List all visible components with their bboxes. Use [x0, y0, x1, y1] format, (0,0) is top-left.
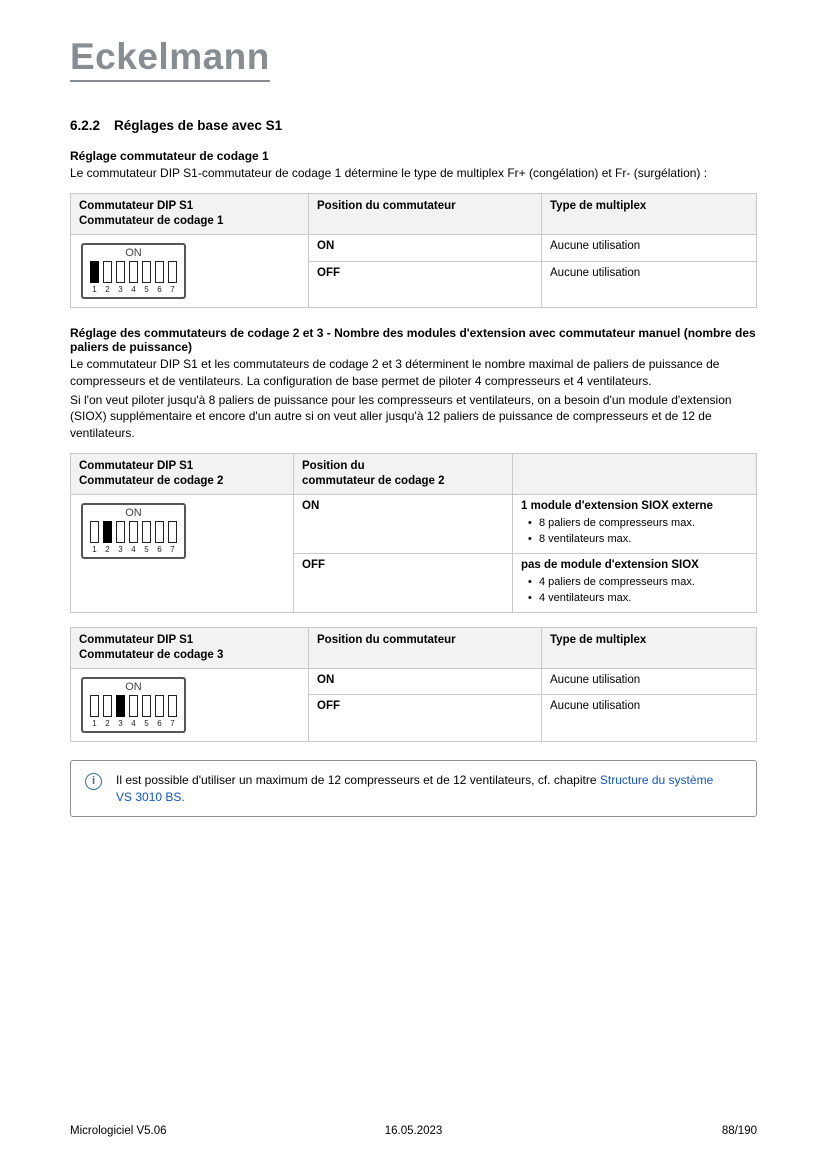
table2-value-off [513, 553, 757, 612]
dip-switch-5 [142, 695, 151, 717]
dip-numbers: 1 2 3 4 5 6 7 [92, 545, 175, 555]
table1-value-on: Aucune utilisation [542, 235, 757, 261]
table-coding-switch-2 [70, 453, 757, 613]
intro-paragraph: Le commutateur DIP S1-commutateur de codage 1 détermine le type de multiplex Fr+ (congélation) et Fr- (surgélation) : [70, 165, 708, 180]
page-footer [70, 1125, 757, 1137]
table2-position-on: ON [294, 495, 513, 554]
section2-paragraph2: Si l'on veut piloter jusqu'à 8 paliers de puissance pour les compresseurs et ventilateurs, on a besoin d'un module d'extension (SIOX) supplémentaire et encore d'un autre si on veut aller jusqu'à 12 paliers de puissance de compresseurs et de 12 de ventilateurs. [70, 392, 732, 440]
footer-firmware-version: Micrologiciel V5.06 [70, 1125, 167, 1137]
dip-switch-7 [168, 695, 177, 717]
table1-header-col2: Position du commutateur [309, 194, 542, 235]
table2-header-col1: Commutateur DIP S1 Commutateur de codage 2 [71, 454, 294, 495]
table2-value-off-bullets [521, 575, 748, 607]
table3-position-on: ON [309, 668, 542, 694]
bullet-item: • 4 paliers de compresseurs max. [521, 575, 748, 591]
dip-switch-2 [103, 521, 112, 543]
table-coding-switch-1 [70, 193, 757, 308]
table2-header-col2: Position du commutateur de codage 2 [294, 454, 513, 495]
table2-value-on-title: 1 module d'extension SIOX externe [521, 500, 713, 513]
section-heading [70, 118, 757, 133]
info-icon: i [85, 773, 102, 790]
table3-value-on: Aucune utilisation [542, 668, 757, 694]
dip-numbers: 1 2 3 4 5 6 7 [92, 718, 175, 728]
table3-position-off: OFF [309, 695, 542, 742]
table2-value-on [513, 495, 757, 554]
intro-heading: Réglage commutateur de codage 1 [70, 148, 269, 163]
table1-position-on: ON [309, 235, 542, 261]
note-text: Il est possible d'utiliser un maximum de 12 compresseurs et de 12 ventilateurs, cf. chapitre Structure du système VS 3010 BS. [116, 772, 714, 804]
dip-switch-7 [168, 521, 177, 543]
note-link-structure-vs3010bs[interactable]: Structure du système VS 3010 BS. [116, 772, 714, 804]
bullet-item: • 8 ventilateurs max. [521, 532, 748, 548]
dip-switch-1 [90, 261, 99, 283]
table3-header-col1: Commutateur DIP S1 Commutateur de codage 3 [71, 627, 309, 668]
dip-on-label: ON [125, 507, 142, 520]
dip-switch-3 [116, 695, 125, 717]
section2-heading: Réglage des commutateurs de codage 2 et 3 - Nombre des modules d'extension avec commutateur manuel (nombre des paliers de puissance) [70, 326, 756, 355]
table3-header-col2: Position du commutateur [309, 627, 542, 668]
dip-switches [90, 695, 177, 717]
section-title: Réglages de base avec S1 [114, 117, 283, 133]
dip-numbers: 1 2 3 4 5 6 7 [92, 285, 175, 295]
dip-switch-6 [155, 695, 164, 717]
dip-switch-5 [142, 521, 151, 543]
table3-row-on [71, 668, 757, 694]
dip-switch-6 [155, 521, 164, 543]
table2-value-on-bullets [521, 516, 748, 548]
dip-switch-6 [155, 261, 164, 283]
section2-paragraph1: Le commutateur DIP S1 et les commutateurs de codage 2 et 3 déterminent le nombre maximal de paliers de puissance de compresseurs et de ventilateurs. La configuration de base permet de piloter 4 compresseurs et 4 ventilateurs. [70, 357, 720, 388]
table2-row-on [71, 495, 757, 554]
table1-header-col1: Commutateur DIP S1 Commutateur de codage 1 [71, 194, 309, 235]
info-note [70, 760, 757, 818]
table2-value-off-title: pas de module d'extension SIOX [521, 558, 699, 571]
table1-value-off: Aucune utilisation [542, 261, 757, 308]
section-number: 6.2.2 [70, 117, 101, 133]
dip-switch-4 [129, 261, 138, 283]
dip-switch-3 [116, 521, 125, 543]
dip-switch-2 [103, 261, 112, 283]
table3-header-row [71, 627, 757, 668]
dip-switch-7 [168, 261, 177, 283]
dip-switch-graphic-1 [81, 243, 186, 299]
dip-switch-1 [90, 695, 99, 717]
table1-position-off: OFF [309, 261, 542, 308]
dip-switches [90, 521, 177, 543]
dip-switch-3 [116, 261, 125, 283]
dip-switches [90, 261, 177, 283]
dip-switch-4 [129, 695, 138, 717]
table2-dip-cell [71, 495, 294, 613]
dip-on-label: ON [125, 680, 142, 693]
bullet-item: • 4 ventilateurs max. [521, 591, 748, 607]
table2-header-row [71, 454, 757, 495]
dip-switch-2 [103, 695, 112, 717]
bullet-item: • 8 paliers de compresseurs max. [521, 516, 748, 532]
footer-date: 16.05.2023 [384, 1125, 443, 1137]
eckelmann-logo: Eckelmann [70, 38, 270, 82]
table2-position-off: OFF [294, 553, 513, 612]
dip-switch-graphic-3 [81, 677, 186, 733]
table3-value-off: Aucune utilisation [542, 695, 757, 742]
table2-header-col3 [513, 454, 757, 495]
dip-on-label: ON [125, 247, 142, 260]
footer-page-number: 88/190 [721, 1125, 757, 1137]
table1-header-col3: Type de multiplex [542, 194, 757, 235]
table1-header-row [71, 194, 757, 235]
dip-switch-1 [90, 521, 99, 543]
table1-row-on [71, 235, 757, 261]
table3-dip-cell [71, 668, 309, 741]
table1-dip-cell [71, 235, 309, 308]
dip-switch-graphic-2 [81, 503, 186, 559]
dip-switch-5 [142, 261, 151, 283]
table3-header-col3: Type de multiplex [542, 627, 757, 668]
table-coding-switch-3 [70, 627, 757, 742]
dip-switch-4 [129, 521, 138, 543]
